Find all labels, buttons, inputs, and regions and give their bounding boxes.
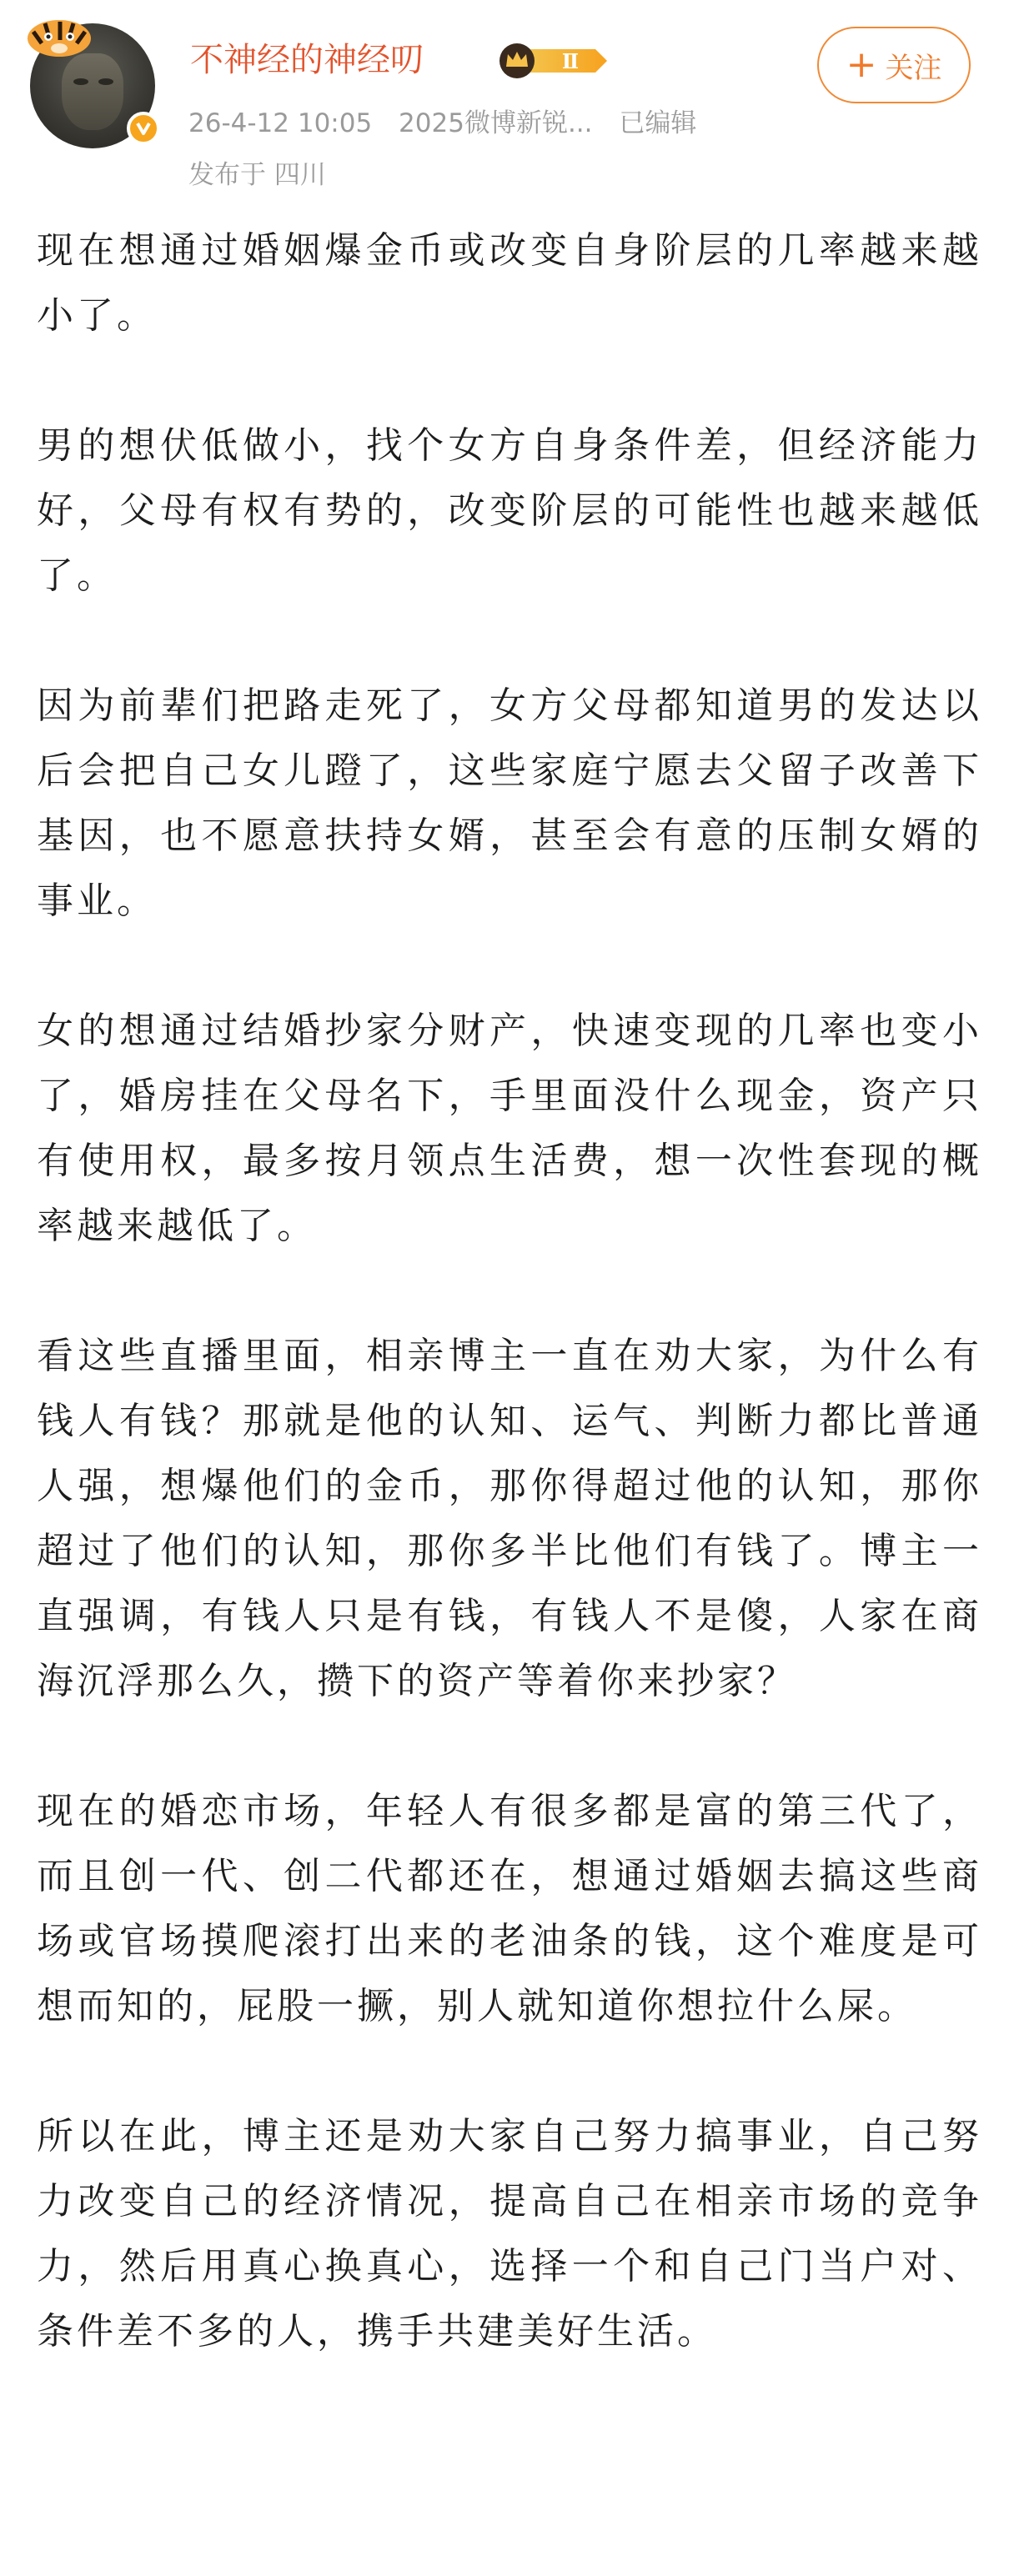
post-paragraph: 所以在此，博主还是劝大家自己努力搞事业，自己努力改变自己的经济情况，提高自己在相亲市场的竞争力，然后用真心换真心，选择一个和自己门当户对、条件差不多的人，携手共建美好生活。 (37, 2115, 982, 2353)
post-paragraph: 现在想通过婚姻爆金币或改变自身阶层的几率越来越小了。 (37, 229, 982, 337)
plus-icon: + (846, 43, 877, 86)
verified-badge-icon (127, 112, 160, 145)
author-name[interactable]: 不神经的神经叨 (190, 41, 424, 79)
follow-button[interactable] (817, 27, 971, 103)
post-paragraph: 因为前辈们把路走死了，女方父母都知道男的发达以后会把自己女儿蹬了，这些家庭宁愿去父留子改善下基因，也不愿意扶持女婿，甚至会有意的压制女婿的事业。 (37, 684, 982, 922)
level-badge-text: Ⅱ (561, 49, 580, 73)
post-location: 发布于 四川 (188, 160, 326, 190)
follow-button-label: 关注 (885, 51, 942, 85)
post-paragraph: 看这些直播里面，相亲博主一直在劝大家，为什么有钱人有钱？那就是他的认知、运气、判断力都比普通人强，想爆他们的金币，那你得超过他的认知，那你超过了他们的认知，那你多半比他们有钱了。博主一直强调，有钱人只是有钱，有钱人不是傻，人家在商海沉浮那么久，攒下的资产等着你来抄家？ (37, 1335, 982, 1702)
tiger-ornament-icon (23, 12, 95, 60)
member-level-badge-icon (497, 42, 614, 80)
post-header (0, 0, 1014, 208)
post-source[interactable]: 2025微博新锐... (399, 108, 593, 138)
post-meta (188, 107, 696, 140)
post-paragraph: 女的想通过结婚抄家分财产，快速变现的几率也变小了，婚房挂在父母名下，手里面没什么现金，资产只有使用权，最多按月领点生活费，想一次性套现的概率越来越低了。 (37, 1010, 982, 1247)
post-paragraph: 现在的婚恋市场，年轻人有很多都是富的第三代了，而且创一代、创二代都还在，想通过婚姻去搞这些商场或官场摸爬滚打出来的老油条的钱，这个难度是可想而知的，屁股一撅，别人就知道你想拉什么屎。 (37, 1790, 982, 2027)
avatar[interactable] (23, 12, 160, 148)
post-datetime: 26-4-12 10:05 (188, 108, 373, 138)
post-paragraph: 男的想伏低做小，找个女方自身条件差，但经济能力好，父母有权有势的，改变阶层的可能性也越来越低了。 (37, 424, 982, 597)
post-content (37, 218, 982, 2429)
edited-label[interactable]: 已编辑 (619, 108, 697, 138)
